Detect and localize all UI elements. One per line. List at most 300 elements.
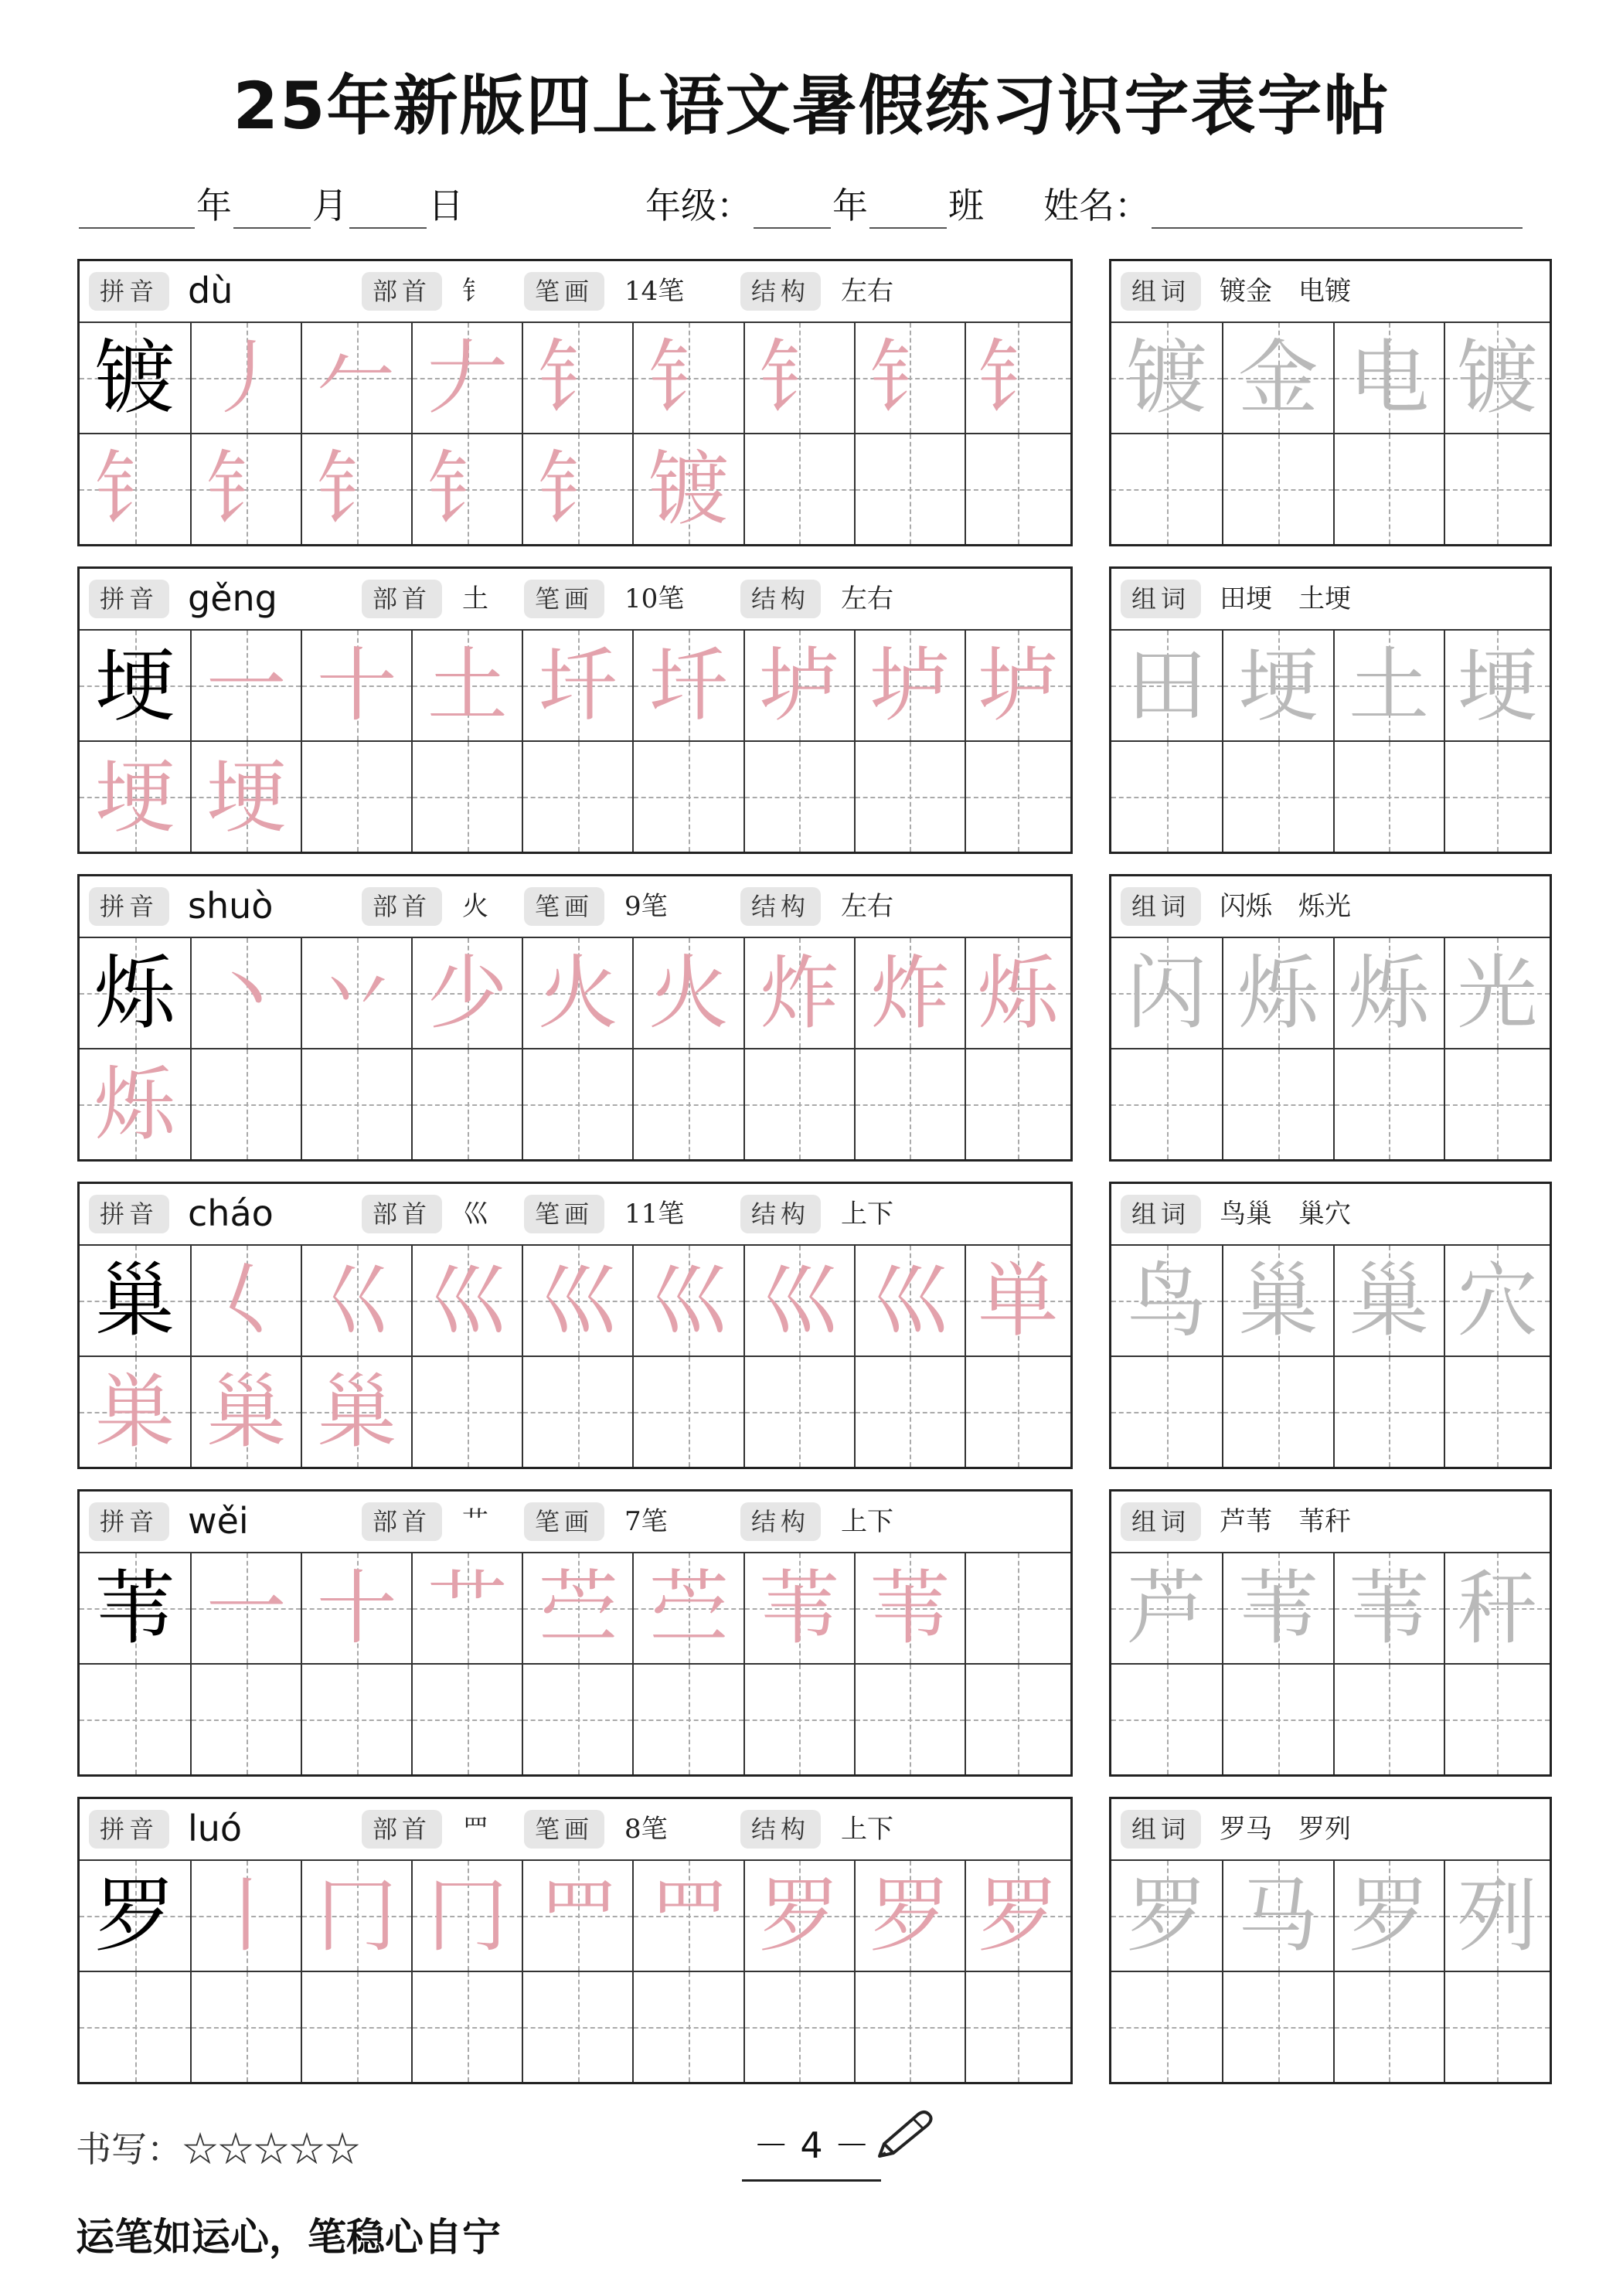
writing-cell[interactable]	[190, 1357, 301, 1467]
name-label: 姓名：	[1043, 185, 1150, 226]
writing-cell[interactable]	[854, 434, 965, 544]
writing-cell[interactable]	[522, 1972, 632, 2082]
practice-row	[80, 938, 1070, 1048]
word-cell[interactable]	[1444, 1357, 1550, 1467]
writing-cell[interactable]	[411, 1861, 522, 1971]
word-cell[interactable]	[1444, 434, 1550, 544]
writing-cell[interactable]	[743, 1246, 854, 1355]
practice-row	[80, 323, 1070, 433]
word-row	[1111, 433, 1550, 544]
words-info-bar	[1111, 569, 1550, 631]
radical-tag: 部首	[362, 887, 442, 926]
month-blank[interactable]	[233, 193, 311, 229]
word-cell[interactable]	[1111, 1553, 1222, 1663]
writing-cell[interactable]	[80, 1972, 190, 2082]
strokes-tag: 笔画	[524, 1195, 604, 1233]
writing-cell[interactable]	[80, 938, 190, 1048]
pinyin-value: wěi	[188, 1500, 249, 1542]
writing-cell[interactable]	[190, 938, 301, 1048]
writing-cell[interactable]	[80, 631, 190, 740]
day-blank[interactable]	[349, 193, 427, 229]
practice-row	[80, 1246, 1070, 1355]
words-panel-2	[1109, 874, 1552, 1162]
writing-cell[interactable]	[522, 1357, 632, 1467]
writing-cell[interactable]	[965, 1972, 1070, 2082]
stroke-step-character: 火	[648, 946, 730, 1040]
model-character: 烁	[94, 946, 175, 1040]
grade-line	[645, 178, 984, 229]
writing-cell[interactable]	[190, 323, 301, 433]
word-cell[interactable]	[1111, 1861, 1222, 1971]
writing-cell[interactable]	[80, 1861, 190, 1971]
word-cell[interactable]	[1111, 631, 1222, 740]
character-panel-3	[77, 1182, 1073, 1469]
name-blank[interactable]	[1152, 193, 1523, 229]
stroke-step-character: 罗	[869, 1869, 951, 1963]
character-info-bar	[80, 569, 1070, 631]
word-cell[interactable]	[1111, 742, 1222, 852]
radical-value: 钅	[462, 276, 488, 307]
class-label: 班	[948, 185, 984, 226]
writing-cell[interactable]	[80, 742, 190, 852]
pinyin-value: luó	[188, 1808, 243, 1849]
word-cell[interactable]	[1222, 1049, 1332, 1159]
word-trace-character: 巢	[1349, 1253, 1430, 1348]
class-blank[interactable]	[869, 193, 947, 229]
writing-cell[interactable]	[301, 938, 411, 1048]
writing-cell[interactable]	[965, 1665, 1070, 1774]
word-cell[interactable]	[1444, 1972, 1550, 2082]
word-cell[interactable]	[1222, 1357, 1332, 1467]
stroke-step-character: 苎	[648, 1561, 730, 1655]
word-row	[1111, 938, 1550, 1048]
pinyin-tag: 拼音	[89, 580, 169, 618]
stroke-step-character: 火	[537, 946, 618, 1040]
word-row	[1111, 1663, 1550, 1774]
word-cell[interactable]	[1222, 631, 1332, 740]
radical-value: 火	[462, 891, 488, 922]
grade-label: 年级：	[645, 185, 752, 226]
writing-cell[interactable]	[632, 742, 743, 852]
word-cell[interactable]	[1222, 434, 1332, 544]
word-cell[interactable]	[1333, 1861, 1444, 1971]
character-info-bar	[80, 1184, 1070, 1246]
word-cell[interactable]	[1222, 1553, 1332, 1663]
strokes-value: 8笔	[624, 1814, 668, 1845]
practice-row	[80, 433, 1070, 544]
writing-cell[interactable]	[301, 1049, 411, 1159]
word-cell[interactable]	[1222, 1861, 1332, 1971]
stroke-step-character: 埂	[206, 750, 287, 844]
word-trace-character: 光	[1457, 946, 1538, 1040]
writing-cell[interactable]	[632, 1357, 743, 1467]
stroke-step-character: 巜	[316, 1253, 397, 1348]
stroke-step-character: 丿	[206, 331, 287, 425]
word-trace-character: 芦	[1126, 1561, 1207, 1655]
stroke-step-character: 冂	[427, 1869, 508, 1963]
word-cell[interactable]	[1444, 742, 1550, 852]
writing-cell[interactable]	[411, 1049, 522, 1159]
word-cell[interactable]	[1333, 323, 1444, 433]
stroke-step-character: 圲	[537, 638, 618, 733]
pinyin-value: cháo	[188, 1192, 274, 1234]
word-trace-character: 镀	[1126, 331, 1207, 425]
writing-cell[interactable]	[965, 1553, 1070, 1663]
word-row	[1111, 1246, 1550, 1355]
writing-cell[interactable]	[743, 1553, 854, 1663]
stroke-step-character: 镀	[648, 442, 730, 536]
model-character: 罗	[94, 1869, 175, 1963]
stroke-step-character: 圲	[648, 638, 730, 733]
writing-cell[interactable]	[190, 1553, 301, 1663]
words-value: 罗马 罗列	[1220, 1814, 1351, 1845]
word-trace-character: 秆	[1457, 1561, 1538, 1655]
stroke-step-character: 钅	[869, 331, 951, 425]
stroke-step-character: 巛	[869, 1253, 951, 1348]
word-trace-character: 马	[1237, 1869, 1318, 1963]
word-cell[interactable]	[1222, 1972, 1332, 2082]
writing-cell[interactable]	[743, 1049, 854, 1159]
word-cell[interactable]	[1333, 938, 1444, 1048]
writing-cell[interactable]	[632, 1553, 743, 1663]
writing-cell[interactable]	[301, 1357, 411, 1467]
writing-cell[interactable]	[522, 1861, 632, 1971]
grade-year-label: 年	[832, 185, 868, 226]
writing-cell[interactable]	[80, 323, 190, 433]
writing-cell[interactable]	[632, 1972, 743, 2082]
writing-cell[interactable]	[522, 434, 632, 544]
writing-cell[interactable]	[190, 1246, 301, 1355]
model-character: 苇	[94, 1561, 175, 1655]
writing-cell[interactable]	[743, 1357, 854, 1467]
stroke-step-character: 𠂇	[427, 331, 508, 425]
writing-cell[interactable]	[411, 1357, 522, 1467]
word-trace-character: 金	[1237, 331, 1318, 425]
word-cell[interactable]	[1222, 1665, 1332, 1774]
stroke-step-character: 巛	[427, 1253, 508, 1348]
write-rating	[76, 2121, 360, 2172]
writing-cell[interactable]	[80, 434, 190, 544]
writing-cell[interactable]	[854, 1357, 965, 1467]
word-trace-character: 鸟	[1126, 1253, 1207, 1348]
grade-blank[interactable]	[754, 193, 831, 229]
words-panel-3	[1109, 1182, 1552, 1469]
writing-cell[interactable]	[80, 1553, 190, 1663]
writing-cell[interactable]	[522, 1665, 632, 1774]
word-cell[interactable]	[1444, 938, 1550, 1048]
writing-cell[interactable]	[411, 1553, 522, 1663]
word-trace-character: 苇	[1349, 1561, 1430, 1655]
writing-cell[interactable]	[854, 742, 965, 852]
word-cell[interactable]	[1444, 323, 1550, 433]
writing-cell[interactable]	[965, 323, 1070, 433]
structure-tag: 结构	[740, 1810, 821, 1849]
writing-cell[interactable]	[522, 1553, 632, 1663]
word-trace-character: 电	[1349, 331, 1430, 425]
word-cell[interactable]	[1444, 1861, 1550, 1971]
character-info-bar	[80, 876, 1070, 938]
word-trace-character: 罗	[1126, 1869, 1207, 1963]
writing-cell[interactable]	[965, 938, 1070, 1048]
word-cell[interactable]	[1444, 631, 1550, 740]
strokes-value: 7笔	[624, 1506, 668, 1537]
writing-cell[interactable]	[965, 742, 1070, 852]
writing-cell[interactable]	[965, 1246, 1070, 1355]
strokes-tag: 笔画	[524, 580, 604, 618]
word-cell[interactable]	[1222, 742, 1332, 852]
writing-cell[interactable]	[190, 434, 301, 544]
word-trace-character: 穴	[1457, 1253, 1538, 1348]
word-row	[1111, 1861, 1550, 1971]
writing-cell[interactable]	[743, 1861, 854, 1971]
word-trace-character: 列	[1457, 1869, 1538, 1963]
writing-cell[interactable]	[301, 434, 411, 544]
writing-cell[interactable]	[522, 1246, 632, 1355]
structure-tag: 结构	[740, 1502, 821, 1541]
writing-cell[interactable]	[80, 1357, 190, 1467]
writing-cell[interactable]	[411, 1246, 522, 1355]
word-cell[interactable]	[1111, 1357, 1222, 1467]
writing-cell[interactable]	[190, 742, 301, 852]
stroke-step-character: 钅	[94, 442, 175, 536]
character-panel-0	[77, 259, 1073, 546]
character-panel-4	[77, 1489, 1073, 1777]
writing-cell[interactable]	[743, 323, 854, 433]
stroke-step-character: 苇	[869, 1561, 951, 1655]
stroke-step-character: 十	[316, 638, 397, 733]
structure-value: 上下	[841, 1506, 893, 1537]
structure-value: 左右	[841, 276, 893, 307]
page-number: － 4 －	[742, 2117, 881, 2182]
writing-cell[interactable]	[190, 1665, 301, 1774]
writing-cell[interactable]	[190, 1861, 301, 1971]
writing-cell[interactable]	[854, 1246, 965, 1355]
stroke-step-character: 巛	[759, 1253, 840, 1348]
stroke-step-character: 钅	[978, 331, 1059, 425]
word-cell[interactable]	[1444, 1665, 1550, 1774]
word-cell[interactable]	[1333, 1246, 1444, 1355]
writing-cell[interactable]	[743, 631, 854, 740]
writing-cell[interactable]	[632, 323, 743, 433]
word-cell[interactable]	[1333, 742, 1444, 852]
stroke-step-character: 少	[427, 946, 508, 1040]
writing-cell[interactable]	[965, 434, 1070, 544]
pinyin-value: gěng	[188, 577, 277, 619]
year-blank[interactable]	[79, 193, 195, 229]
word-cell[interactable]	[1111, 938, 1222, 1048]
writing-cell[interactable]	[80, 1665, 190, 1774]
writing-cell[interactable]	[632, 631, 743, 740]
words-tag: 组词	[1121, 1502, 1201, 1541]
words-tag: 组词	[1121, 272, 1201, 311]
word-cell[interactable]	[1111, 1972, 1222, 2082]
writing-cell[interactable]	[190, 631, 301, 740]
writing-cell[interactable]	[411, 938, 522, 1048]
writing-cell[interactable]	[743, 434, 854, 544]
writing-cell[interactable]	[632, 1246, 743, 1355]
word-cell[interactable]	[1333, 1665, 1444, 1774]
words-panel-5	[1109, 1797, 1552, 2084]
stroke-step-character: 垆	[978, 638, 1059, 733]
writing-cell[interactable]	[522, 631, 632, 740]
stroke-step-character: 単	[978, 1253, 1059, 1348]
structure-tag: 结构	[740, 887, 821, 926]
writing-cell[interactable]	[743, 742, 854, 852]
writing-cell[interactable]	[965, 631, 1070, 740]
stroke-step-character: 巛	[648, 1253, 730, 1348]
words-value: 镀金 电镀	[1220, 276, 1351, 307]
stroke-step-character: 巢	[316, 1365, 397, 1459]
radical-tag: 部首	[362, 272, 442, 311]
word-cell[interactable]	[1111, 1246, 1222, 1355]
writing-cell[interactable]	[80, 1049, 190, 1159]
word-cell[interactable]	[1111, 1665, 1222, 1774]
writing-cell[interactable]	[522, 1049, 632, 1159]
date-line	[77, 178, 464, 229]
writing-cell[interactable]	[965, 1861, 1070, 1971]
writing-cell[interactable]	[743, 938, 854, 1048]
rating-stars[interactable]: ☆☆☆☆☆	[182, 2128, 360, 2170]
stroke-step-character: 钅	[206, 442, 287, 536]
word-cell[interactable]	[1111, 1049, 1222, 1159]
writing-cell[interactable]	[632, 1665, 743, 1774]
stroke-step-character: 罒	[537, 1869, 618, 1963]
character-panel-2	[77, 874, 1073, 1162]
words-info-bar	[1111, 1799, 1550, 1861]
writing-cell[interactable]	[80, 1246, 190, 1355]
structure-tag: 结构	[740, 272, 821, 311]
words-tag: 组词	[1121, 1195, 1201, 1233]
writing-cell[interactable]	[854, 1665, 965, 1774]
pinyin-tag: 拼音	[89, 1195, 169, 1233]
writing-cell[interactable]	[854, 1861, 965, 1971]
character-info-bar	[80, 1492, 1070, 1553]
word-trace-character: 闪	[1126, 946, 1207, 1040]
word-trace-character: 埂	[1237, 638, 1318, 733]
word-row	[1111, 323, 1550, 433]
character-panel-5	[77, 1797, 1073, 2084]
word-trace-character: 巢	[1237, 1253, 1318, 1348]
words-tag: 组词	[1121, 1810, 1201, 1849]
words-tag: 组词	[1121, 580, 1201, 618]
radical-value: 艹	[462, 1506, 488, 1537]
writing-cell[interactable]	[411, 631, 522, 740]
words-value: 鸟巢 巢穴	[1220, 1199, 1351, 1230]
word-cell[interactable]	[1444, 1049, 1550, 1159]
writing-cell[interactable]	[411, 742, 522, 852]
character-info-bar	[80, 261, 1070, 323]
writing-cell[interactable]	[411, 1972, 522, 2082]
name-line	[1043, 178, 1524, 229]
words-info-bar	[1111, 261, 1550, 323]
writing-cell[interactable]	[854, 631, 965, 740]
stroke-step-character: 钅	[759, 331, 840, 425]
stroke-step-character: 炸	[869, 946, 951, 1040]
writing-cell[interactable]	[854, 1049, 965, 1159]
writing-cell[interactable]	[522, 742, 632, 852]
word-cell[interactable]	[1333, 631, 1444, 740]
writing-cell[interactable]	[301, 1246, 411, 1355]
words-value: 田埂 土埂	[1220, 583, 1351, 614]
writing-cell[interactable]	[632, 938, 743, 1048]
year-label: 年	[196, 185, 232, 226]
pen-icon	[873, 2108, 935, 2162]
writing-cell[interactable]	[301, 1861, 411, 1971]
stroke-step-character: 巛	[537, 1253, 618, 1348]
stroke-step-character: 巢	[206, 1365, 287, 1459]
writing-cell[interactable]	[965, 1049, 1070, 1159]
word-cell[interactable]	[1444, 1246, 1550, 1355]
structure-value: 左右	[841, 891, 893, 922]
word-cell[interactable]	[1222, 1246, 1332, 1355]
word-cell[interactable]	[1111, 323, 1222, 433]
words-value: 芦苇 苇秆	[1220, 1506, 1351, 1537]
word-row	[1111, 1048, 1550, 1159]
writing-cell[interactable]	[854, 1972, 965, 2082]
writing-cell[interactable]	[522, 323, 632, 433]
word-cell[interactable]	[1222, 323, 1332, 433]
writing-cell[interactable]	[965, 1357, 1070, 1467]
word-row	[1111, 1355, 1550, 1467]
word-cell[interactable]	[1333, 434, 1444, 544]
writing-cell[interactable]	[854, 1553, 965, 1663]
writing-cell[interactable]	[301, 1972, 411, 2082]
writing-cell[interactable]	[632, 434, 743, 544]
word-cell[interactable]	[1111, 434, 1222, 544]
writing-cell[interactable]	[854, 938, 965, 1048]
writing-cell[interactable]	[301, 323, 411, 433]
writing-cell[interactable]	[632, 1861, 743, 1971]
model-character: 埂	[94, 638, 175, 733]
word-cell[interactable]	[1333, 1553, 1444, 1663]
writing-cell[interactable]	[743, 1972, 854, 2082]
writing-cell[interactable]	[411, 434, 522, 544]
writing-cell[interactable]	[190, 1972, 301, 2082]
writing-cell[interactable]	[632, 1049, 743, 1159]
pinyin-tag: 拼音	[89, 887, 169, 926]
writing-cell[interactable]	[411, 323, 522, 433]
strokes-value: 10笔	[624, 583, 685, 614]
word-cell[interactable]	[1333, 1357, 1444, 1467]
structure-tag: 结构	[740, 580, 821, 618]
writing-cell[interactable]	[301, 631, 411, 740]
practice-row	[80, 740, 1070, 852]
writing-cell[interactable]	[301, 742, 411, 852]
stroke-step-character: 罗	[759, 1869, 840, 1963]
writing-cell[interactable]	[411, 1665, 522, 1774]
word-cell[interactable]	[1333, 1972, 1444, 2082]
writing-cell[interactable]	[743, 1665, 854, 1774]
word-cell[interactable]	[1333, 1049, 1444, 1159]
word-row	[1111, 1553, 1550, 1663]
writing-cell[interactable]	[301, 1665, 411, 1774]
writing-cell[interactable]	[854, 323, 965, 433]
strokes-tag: 笔画	[524, 1502, 604, 1541]
page-title: 25年新版四上语文暑假练习识字表字帖	[233, 68, 1390, 144]
words-info-bar	[1111, 1492, 1550, 1553]
stroke-step-character: 十	[316, 1561, 397, 1655]
word-trace-character: 田	[1126, 638, 1207, 733]
word-cell[interactable]	[1444, 1553, 1550, 1663]
word-cell[interactable]	[1222, 938, 1332, 1048]
radical-value: 土	[462, 583, 488, 614]
structure-tag: 结构	[740, 1195, 821, 1233]
model-character: 巢	[94, 1253, 175, 1348]
practice-row	[80, 631, 1070, 740]
writing-cell[interactable]	[190, 1049, 301, 1159]
writing-cell[interactable]	[522, 938, 632, 1048]
writing-cell[interactable]	[301, 1553, 411, 1663]
